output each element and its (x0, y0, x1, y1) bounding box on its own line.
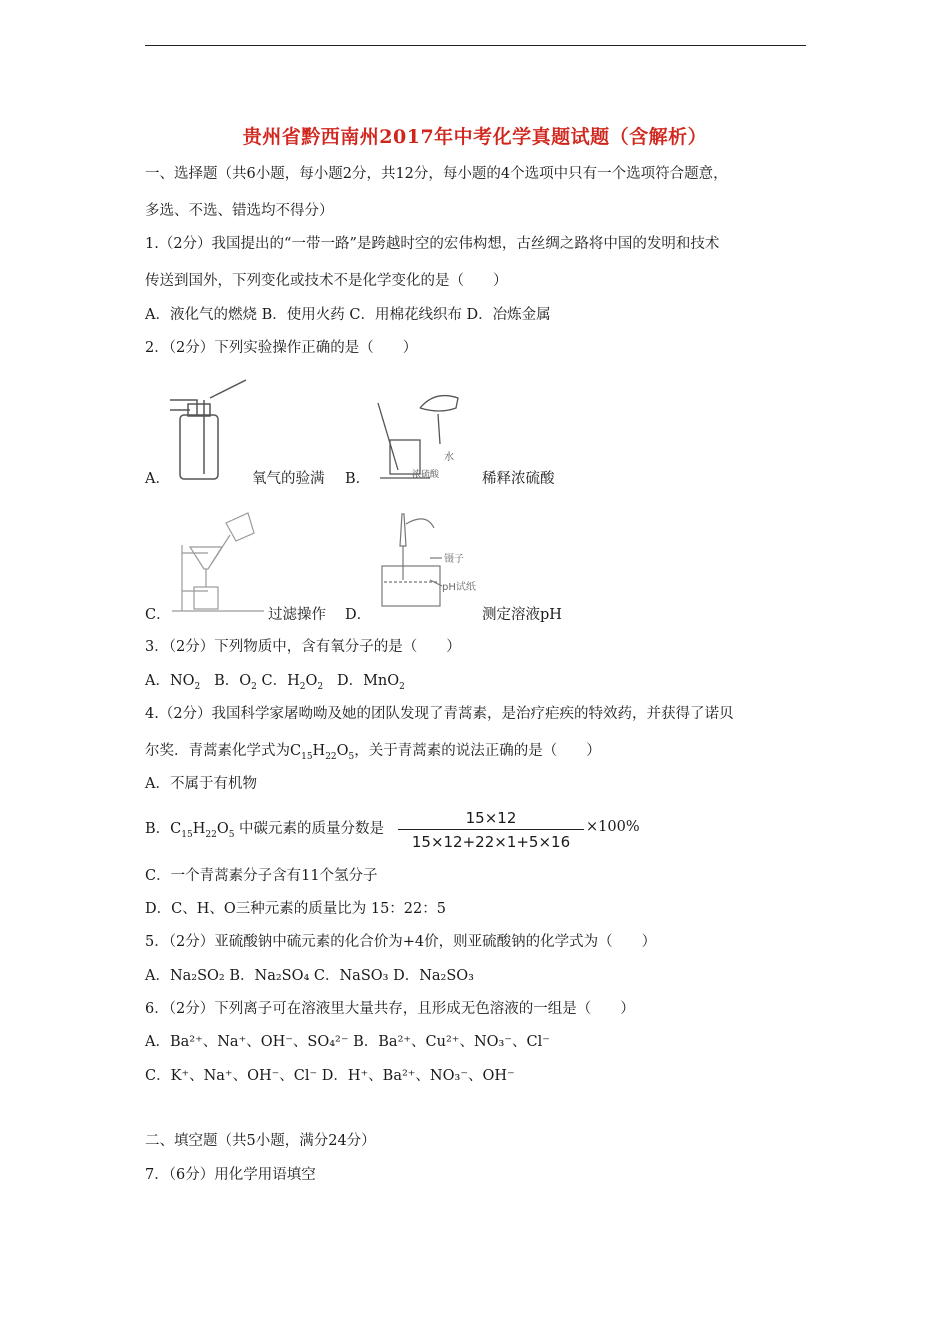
fraction-denominator: 15×12+22×1+5×16 (411, 833, 571, 851)
q6-options-cd: C．K⁺、Na⁺、OH⁻、Cl⁻ D．H⁺、Ba²⁺、NO₃⁻、OH⁻ (145, 1068, 515, 1084)
figure-dilution-acid-label: 浓硫酸 (412, 470, 440, 480)
page-title: 贵州省黔西南州2017年中考化学真题试题（含解析） (242, 126, 708, 148)
q4-stem-line2: 尔奖．青蒿素化学式为$C_{15}H_{22}O_5$，关于青蒿素的说法正确的是（ ） (145, 743, 601, 762)
q1-options: A．液化气的燃烧 B．使用火药 C．用棉花线织布 D．冶炼金属 (145, 307, 551, 323)
q4-option-d: D．C、H、O三种元素的质量比为 15：22：5 (145, 901, 446, 917)
section1-intro-line2: 多选、不选、错选均不得分） (145, 203, 334, 219)
q2-option-a-label: A． (145, 471, 170, 487)
q2-option-b-text: 稀释浓硫酸 (482, 471, 555, 487)
fraction-percent: ×100% (586, 819, 640, 835)
q2-option-b-label: B． (345, 471, 371, 487)
q1-stem-line2: 传送到国外，下列变化或技术不是化学变化的是（ ） (145, 273, 508, 289)
q2-option-c-text: 过滤操作 (268, 607, 326, 623)
q4-option-b: B．$C_{15}H_{22}O_5$ 中碳元素的质量分数是 (145, 821, 385, 840)
q2-stem: 2．（2分）下列实验操作正确的是（ ） (145, 340, 418, 356)
q2-option-a-text: 氧气的验满 (252, 471, 325, 487)
figure-ph-tweezers-label: 镊子 (444, 554, 464, 565)
q3-options: A．$NO_2$ B．$O_2$ C．$H_2O_2$ D．MnO$_2$ (145, 673, 405, 692)
header-rule (145, 45, 806, 46)
q4-option-c: C．一个青蒿素分子含有11个氢分子 (145, 868, 378, 884)
figure-oxygen-bottle (170, 378, 252, 484)
q2-option-d-label: D． (345, 607, 372, 623)
q4-option-a: A．不属于有机物 (145, 776, 257, 792)
section1-intro-line1: 一、选择题（共6小题，每小题2分，共12分，每小题的4个选项中只有一个选项符合题意， (145, 166, 728, 182)
q6-options-ab: A．Ba²⁺、Na⁺、OH⁻、SO₄²⁻ B．Ba²⁺、Cu²⁺、NO₃⁻、Cl⁻ (145, 1034, 550, 1050)
section2-heading: 二、填空题（共5小题，满分24分） (145, 1133, 376, 1149)
q2-option-c-label: C． (145, 607, 171, 623)
figure-dilution (360, 378, 470, 484)
q5-options: A．Na₂SO₂ B．Na₂SO₄ C．NaSO₃ D．Na₂SO₃ (145, 968, 474, 984)
q5-stem: 5．（2分）亚硫酸钠中硫元素的化合价为+4价，则亚硫酸钠的化学式为（ ） (145, 934, 657, 950)
figure-ph-test (370, 510, 485, 610)
q3-stem: 3．（2分）下列物质中，含有氧分子的是（ ） (145, 639, 461, 655)
q1-stem-line1: 1.（2分）我国提出的“一带一路”是跨越时空的宏伟构想，古丝绸之路将中国的发明和技术 (145, 236, 720, 252)
q2-option-d-text: 测定溶液pH (482, 607, 562, 623)
figure-filtration (168, 505, 268, 615)
figure-ph-paper-label: pH试纸 (442, 582, 476, 593)
figure-dilution-water-label: 水 (444, 452, 454, 463)
q7-stem: 7．（6分）用化学用语填空 (145, 1167, 316, 1183)
fraction-numerator: 15×12 (465, 809, 517, 827)
mass-fraction-formula (398, 808, 584, 852)
q6-stem: 6．（2分）下列离子可在溶液里大量共存，且形成无色溶液的一组是（ ） (145, 1001, 635, 1017)
fraction-bar (398, 829, 584, 830)
q4-stem-line1: 4.（2分）我国科学家屠呦呦及她的团队发现了青蒿素，是治疗疟疾的特效药，并获得了诺贝 (145, 706, 734, 722)
